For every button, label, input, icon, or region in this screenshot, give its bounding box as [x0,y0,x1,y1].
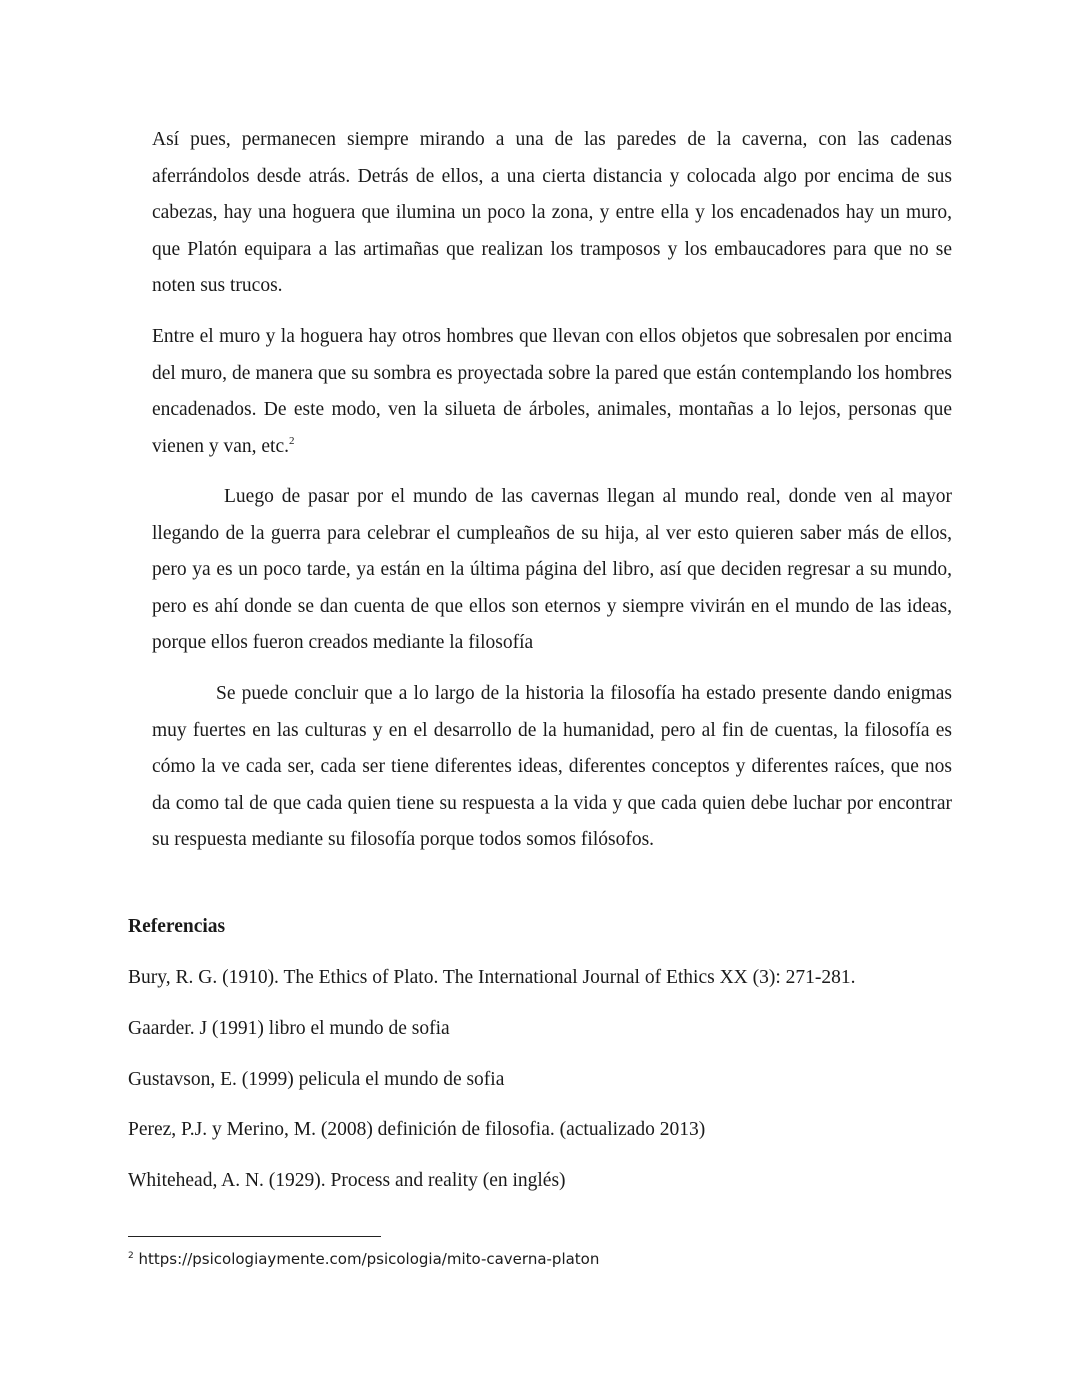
footnote-reference: 2 [289,434,295,447]
reference-item: Whitehead, A. N. (1929). Process and reality (en inglés) [128,1170,566,1192]
references-heading: Referencias [128,916,226,937]
footnote-separator [128,1236,381,1237]
paragraph-caverna-descripcion: Así pues, permanecen siempre mirando a una de las paredes de la caverna, con las cadenas aferrándolos desde atrás. Detrás de ellos, a una cierta distancia y colocada algo por encima de sus cabezas, hay una hoguera que ilumina un poco la zona, y entre ella y los encadenados hay un muro, que Platón equipara a las artimañas que realizan los tramposos y los embaucadores para que no se noten sus trucos. [152,129,952,297]
paragraph-conclusion: Se puede concluir que a lo largo de la historia la filosofía ha estado presente dando enigmas muy fuertes en las culturas y en el desarrollo de la humanidad, pero al fin de cuentas, la filosofía es cómo la ve cada ser, cada ser tiene diferentes ideas, diferentes conceptos y diferentes raíces, que nos da como tal de que cada quien tiene su respuesta a la vida y que cada quien debe luchar por encontrar su respuesta mediante su filosofía porque todos somos filósofos. [152,683,952,851]
paragraph-muro-hoguera-text: Entre el muro y la hoguera hay otros hombres que llevan con ellos objetos que sobresalen por encima del muro, de manera que su sombra es proyectada sobre la pared que están contemplando los hombres encadenados. De este modo, ven la silueta de árboles, animales, montañas a lo lejos, personas que vienen y van, etc. [152,326,952,457]
reference-item: Bury, R. G. (1910). The Ethics of Plato. The International Journal of Ethics XX (3): 271-281. [128,967,856,988]
paragraph-mundo-real: Luego de pasar por el mundo de las cavernas llegan al mundo real, donde ven al mayor llegando de la guerra para celebrar el cumpleaños de su hija, al ver esto quieren saber más de ellos, pero ya es un poco tarde, ya están en la última página del libro, así que deciden regresar a su mundo, pero es ahí donde se dan cuenta de que ellos son eternos y siempre vivirán en el mundo de las ideas, porque ellos fueron creados mediante la filosofía [152,486,952,654]
paragraph-muro-hoguera [152,319,952,465]
reference-item: Gaarder. J (1991) libro el mundo de sofia [128,1017,450,1039]
reference-item: Gustavson, E. (1999) pelicula el mundo de sofia [128,1068,505,1090]
references-list [128,963,856,1217]
footnote [128,1248,599,1270]
reference-item: Perez, P.J. y Merino, M. (2008) definición de filosofia. (actualizado 2013) [128,1119,706,1141]
footnote-url: https://psicologiaymente.com/psicologia/mito-caverna-platon [138,1250,600,1268]
footnote-marker: 2 [128,1251,134,1261]
